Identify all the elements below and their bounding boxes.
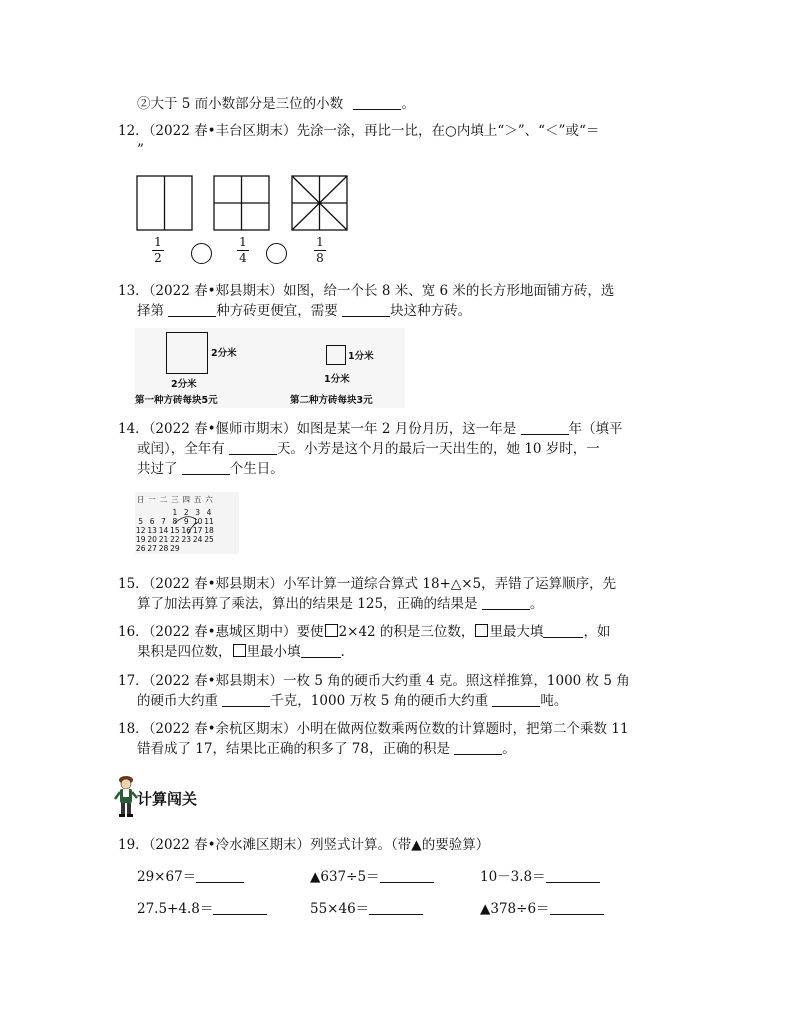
q16-line2: 果积是四位数， 里最小填 . xyxy=(137,644,345,660)
section-title: 计算闯关 xyxy=(137,790,198,808)
calc-item: ▲637÷5＝ xyxy=(310,868,434,886)
calendar-header: 日 一 二 三 四 五 六 xyxy=(136,495,213,504)
square-placeholder xyxy=(325,624,338,637)
q19-line1: 19．（2022 春•冷水滩区期末）列竖式计算。（带▲的要验算） xyxy=(118,837,490,853)
q12-fraction-figures xyxy=(130,170,360,232)
fraction-half: 1 2 xyxy=(151,236,165,265)
tile-2-bottom-label: 1分米 xyxy=(324,374,350,385)
calc-item: 29×67＝ xyxy=(137,868,244,886)
q16-blank-min[interactable] xyxy=(301,643,341,658)
q12-line1 xyxy=(118,122,599,140)
q13-blank-tile-count[interactable] xyxy=(342,302,390,317)
q11-answer-blank[interactable] xyxy=(353,95,401,110)
calc-answer-blank[interactable] xyxy=(550,900,604,915)
calc-item: ▲378÷6＝ xyxy=(480,900,604,918)
square-placeholder xyxy=(233,644,246,657)
q12-number: 12． xyxy=(118,123,149,139)
q17-line2: 的硬币大约重 千克，1000 万枚 5 角的硬币大约重 吨。 xyxy=(137,693,568,709)
calc-item: 10－3.8＝ xyxy=(480,868,600,886)
calc-answer-blank[interactable] xyxy=(213,900,267,915)
square-placeholder xyxy=(475,624,488,637)
q16-blank-max[interactable] xyxy=(543,623,583,638)
q14-line1: 14．（2022 春•偃师市期末）如图是某一年 2 月份月历，这一年是 年（填平 xyxy=(118,421,623,437)
calc-answer-blank[interactable] xyxy=(196,868,244,883)
q17-blank-kg[interactable] xyxy=(222,692,270,707)
rect-halves xyxy=(137,176,192,230)
tile-1-bottom-label: 2分米 xyxy=(171,379,197,390)
q16-line1: 16．（2022 春•惠城区期中）要使 2×42 的积是三位数， 里最大填 ，如 xyxy=(118,624,611,640)
compare-circle-1[interactable] xyxy=(191,243,212,264)
calendar-row: 26 27 28 29 xyxy=(135,544,180,553)
rect-quarters xyxy=(214,176,269,230)
tile-1-square xyxy=(166,332,208,374)
q13-line2: 择第 种方砖更便宜，需要 块这种方砖。 xyxy=(137,303,472,319)
calc-item: 27.5+4.8＝ xyxy=(137,900,267,918)
q11-part2: ②大于 5 而小数部分是三位的小数 。 xyxy=(137,96,415,112)
calendar-row: 5 6 7 8 9 10 11 xyxy=(138,517,214,526)
fraction-quarter: 1 4 xyxy=(236,236,250,265)
tile-2-square xyxy=(326,345,346,365)
calc-answer-blank[interactable] xyxy=(369,900,423,915)
q12-text: 先涂一涂，再比一比，在○内填上“＞”、“＜”或“＝ xyxy=(296,123,600,139)
q18-blank[interactable] xyxy=(454,740,502,755)
tile-1-caption: 第一种方砖每块5元 xyxy=(135,395,218,406)
q12-line2: ” xyxy=(137,142,144,158)
q13-tile-figure xyxy=(135,328,405,408)
q14-blank-year-type[interactable] xyxy=(521,420,569,435)
calendar-curve-mark xyxy=(135,492,239,554)
tile-2-caption: 第二种方砖每块3元 xyxy=(290,395,373,406)
q18-line2: 错看成了 17，结果比正确的积多了 78，正确的积是 。 xyxy=(137,741,516,757)
q15-blank[interactable] xyxy=(482,595,530,610)
calc-answer-blank[interactable] xyxy=(546,868,600,883)
q12-source: （2022 春•丰台区期末） xyxy=(148,123,297,139)
tile-2-side-label: 1分米 xyxy=(348,351,374,362)
q18-line1: 18．（2022 春•余杭区期末）小明在做两位数乘两位数的计算题时，把第二个乘数 11 xyxy=(118,721,629,737)
tile-1-side-label: 2分米 xyxy=(211,348,237,359)
q14-line3: 共过了 个生日。 xyxy=(137,461,284,477)
rect-eighths xyxy=(292,176,347,230)
q14-blank-birthdays[interactable] xyxy=(182,460,230,475)
q15-line1: 15．（2022 春•郏县期末）小军计算一道综合算式 18+△×5，弄错了运算顺序，先 xyxy=(118,576,617,592)
calendar-row: 12 13 14 15 16 17 18 xyxy=(135,526,214,535)
q14-line2: 或闰），全年有 天。小芳是这个月的最后一天出生的，她 10 岁时，一 xyxy=(137,441,600,457)
q15-line2: 算了加法再算了乘法，算出的结果是 125，正确的结果是 。 xyxy=(137,596,544,612)
q13-blank-tile-type[interactable] xyxy=(168,302,216,317)
q14-blank-days[interactable] xyxy=(229,440,277,455)
calc-answer-blank[interactable] xyxy=(380,868,434,883)
february-calendar xyxy=(135,492,239,554)
q17-blank-ton[interactable] xyxy=(492,692,540,707)
q17-line1: 17．（2022 春•郏县期末）一枚 5 角的硬币大约重 4 克。照这样推算，1000 枚 5 角 xyxy=(118,673,630,689)
q11-part2-text: ②大于 5 而小数部分是三位的小数 xyxy=(137,96,344,112)
calendar-row: 1 2 3 4 xyxy=(172,508,212,517)
calendar-row: 19 20 21 22 23 24 25 xyxy=(135,535,214,544)
calc-item: 55×46＝ xyxy=(310,900,423,918)
q13-line1: 13．（2022 春•郏县期末）如图，给一个长 8 米、宽 6 米的长方形地面铺方砖，选 xyxy=(118,283,615,299)
compare-circle-2[interactable] xyxy=(266,243,287,264)
fraction-eighth: 1 8 xyxy=(313,236,327,265)
